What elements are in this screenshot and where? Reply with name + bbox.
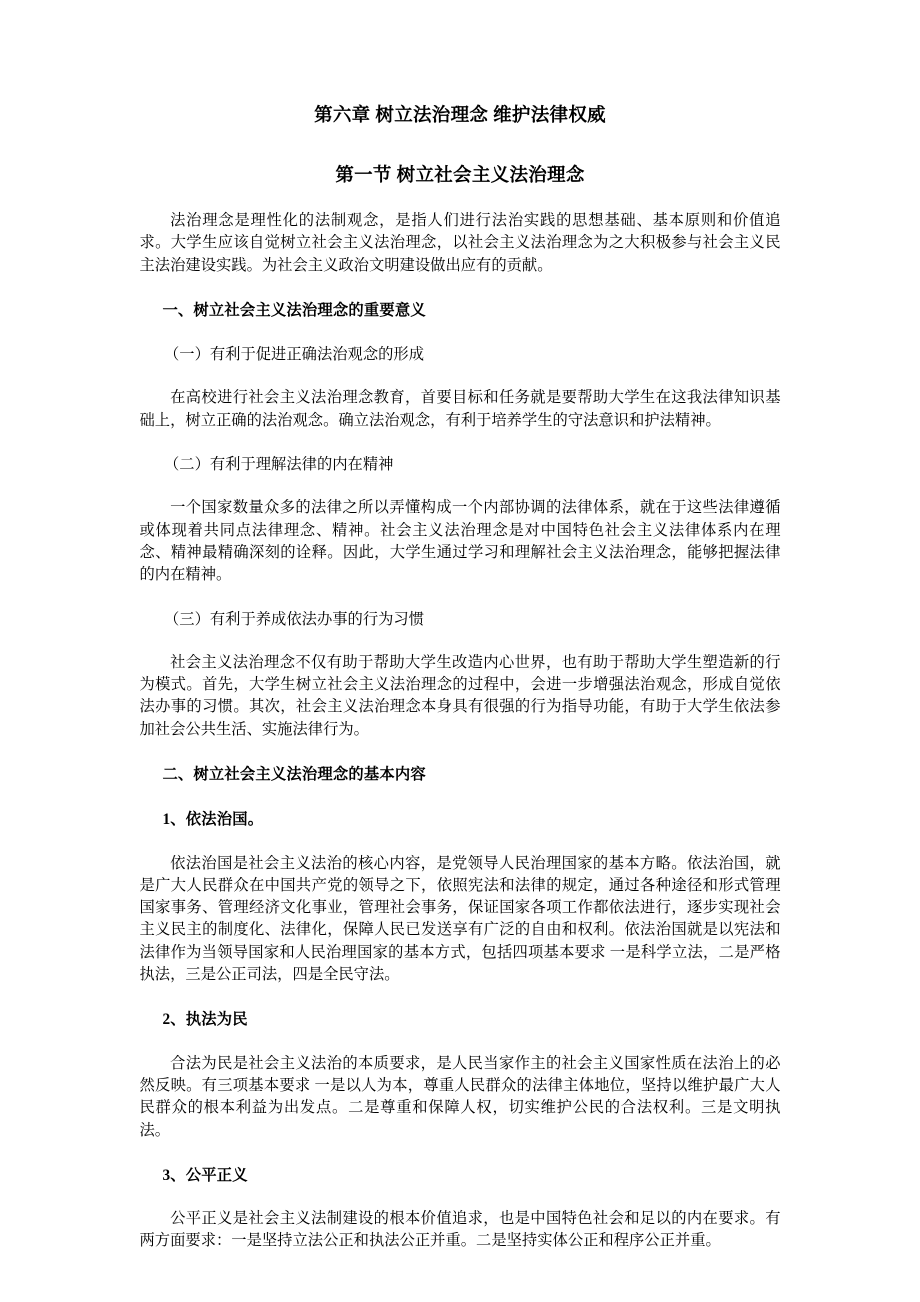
section-title: 第一节 树立社会主义法治理念 (335, 165, 585, 186)
body-paragraph: 社会主义法治理念不仅有助于帮助大学生改造内心世界，也有助于帮助大学生塑造新的行为模式。首先，大学生树立社会主义法治理念的过程中，会进一步增强法治观念，形成自觉依法办事的习惯。其次，社会主义法治理念本身具有很强的行为指导功能，有助于大学生依法参加社会公共生活、实施法律行为。 (139, 653, 781, 738)
body-heading-level2: （一）有利于促进正确法治观念的形成 (163, 346, 425, 364)
body-heading-level3: 3、公平正义 (162, 1166, 248, 1184)
body-heading-level3: 2、执法为民 (162, 1011, 248, 1029)
body-heading-level3: 1、依法治国。 (162, 811, 264, 829)
document-body (140, 210, 781, 1253)
body-paragraph: 法治理念是理性化的法制观念，是指人们进行法治实践的思想基础、基本原则和价值追求。大学生应该自觉树立社会主义法治理念，以社会主义法治理念为之大积极参与社会主义民主法治建设实践。为社会主义政治文明建设做出应有的贡献。 (139, 211, 781, 274)
body-paragraph: 公平正义是社会主义法制建设的根本价值追求，也是中国特色社会和足以的内在要求。有两方面要求：一是坚持立法公正和执法公正并重。二是坚持实体公正和程序公正并重。 (139, 1210, 781, 1250)
body-heading-level2: （二）有利于理解法律的内在精神 (163, 456, 394, 474)
body-paragraph: 一个国家数量众多的法律之所以弄懂构成一个内部协调的法律体系，就在于这些法律遵循或体现着共同点法律理念、精神。社会主义法治理念是对中国特色社会主义法律体系内在理念、精神最精确深刻的诠释。因此，大学生通过学习和理解社会主义法治理念，能够把握法律的内在精神。 (139, 499, 781, 584)
body-paragraph: 依法治国是社会主义法治的核心内容，是党领导人民治理国家的基本方略。依法治国，就是广大人民群众在中国共产党的领导之下，依照宪法和法律的规定，通过各种途径和形式管理国家事务、管理经济文化事业，管理社会事务，保证国家各项工作都依法进行，逐步实现社会主义民主的制度化、法律化，保障人民已发送享有广泛的自由和权利。依法治国就是以宪法和法律作为当领导国家和人民治理国家的基本方式，包括四项基本要求 一是科学立法，二是严格执法，三是公正司法，四是全民守法。 (139, 854, 781, 984)
body-heading-level2: （三）有利于养成依法办事的行为习惯 (163, 610, 425, 628)
body-paragraph: 在高校进行社会主义法治理念教育，首要目标和任务就是要帮助大学生在这我法律知识基础上，树立正确的法治观念。确立法治观念，有利于培养学生的守法意识和护法精神。 (139, 389, 781, 429)
chapter-title: 第六章 树立法治理念 维护法律权威 (314, 106, 606, 126)
body-heading-level1: 一、树立社会主义法治理念的重要意义 (162, 301, 426, 319)
body-heading-level1: 二、树立社会主义法治理念的基本内容 (162, 765, 426, 783)
body-paragraph: 合法为民是社会主义法治的本质要求，是人民当家作主的社会主义国家性质在法治上的必然反映。有三项基本要求 一是以人为本，尊重人民群众的法律主体地位，坚持以维护最广大人民群众的根本利益为出发点。二是尊重和保障人权，切实维护公民的合法权利。三是文明执法。 (139, 1054, 781, 1139)
